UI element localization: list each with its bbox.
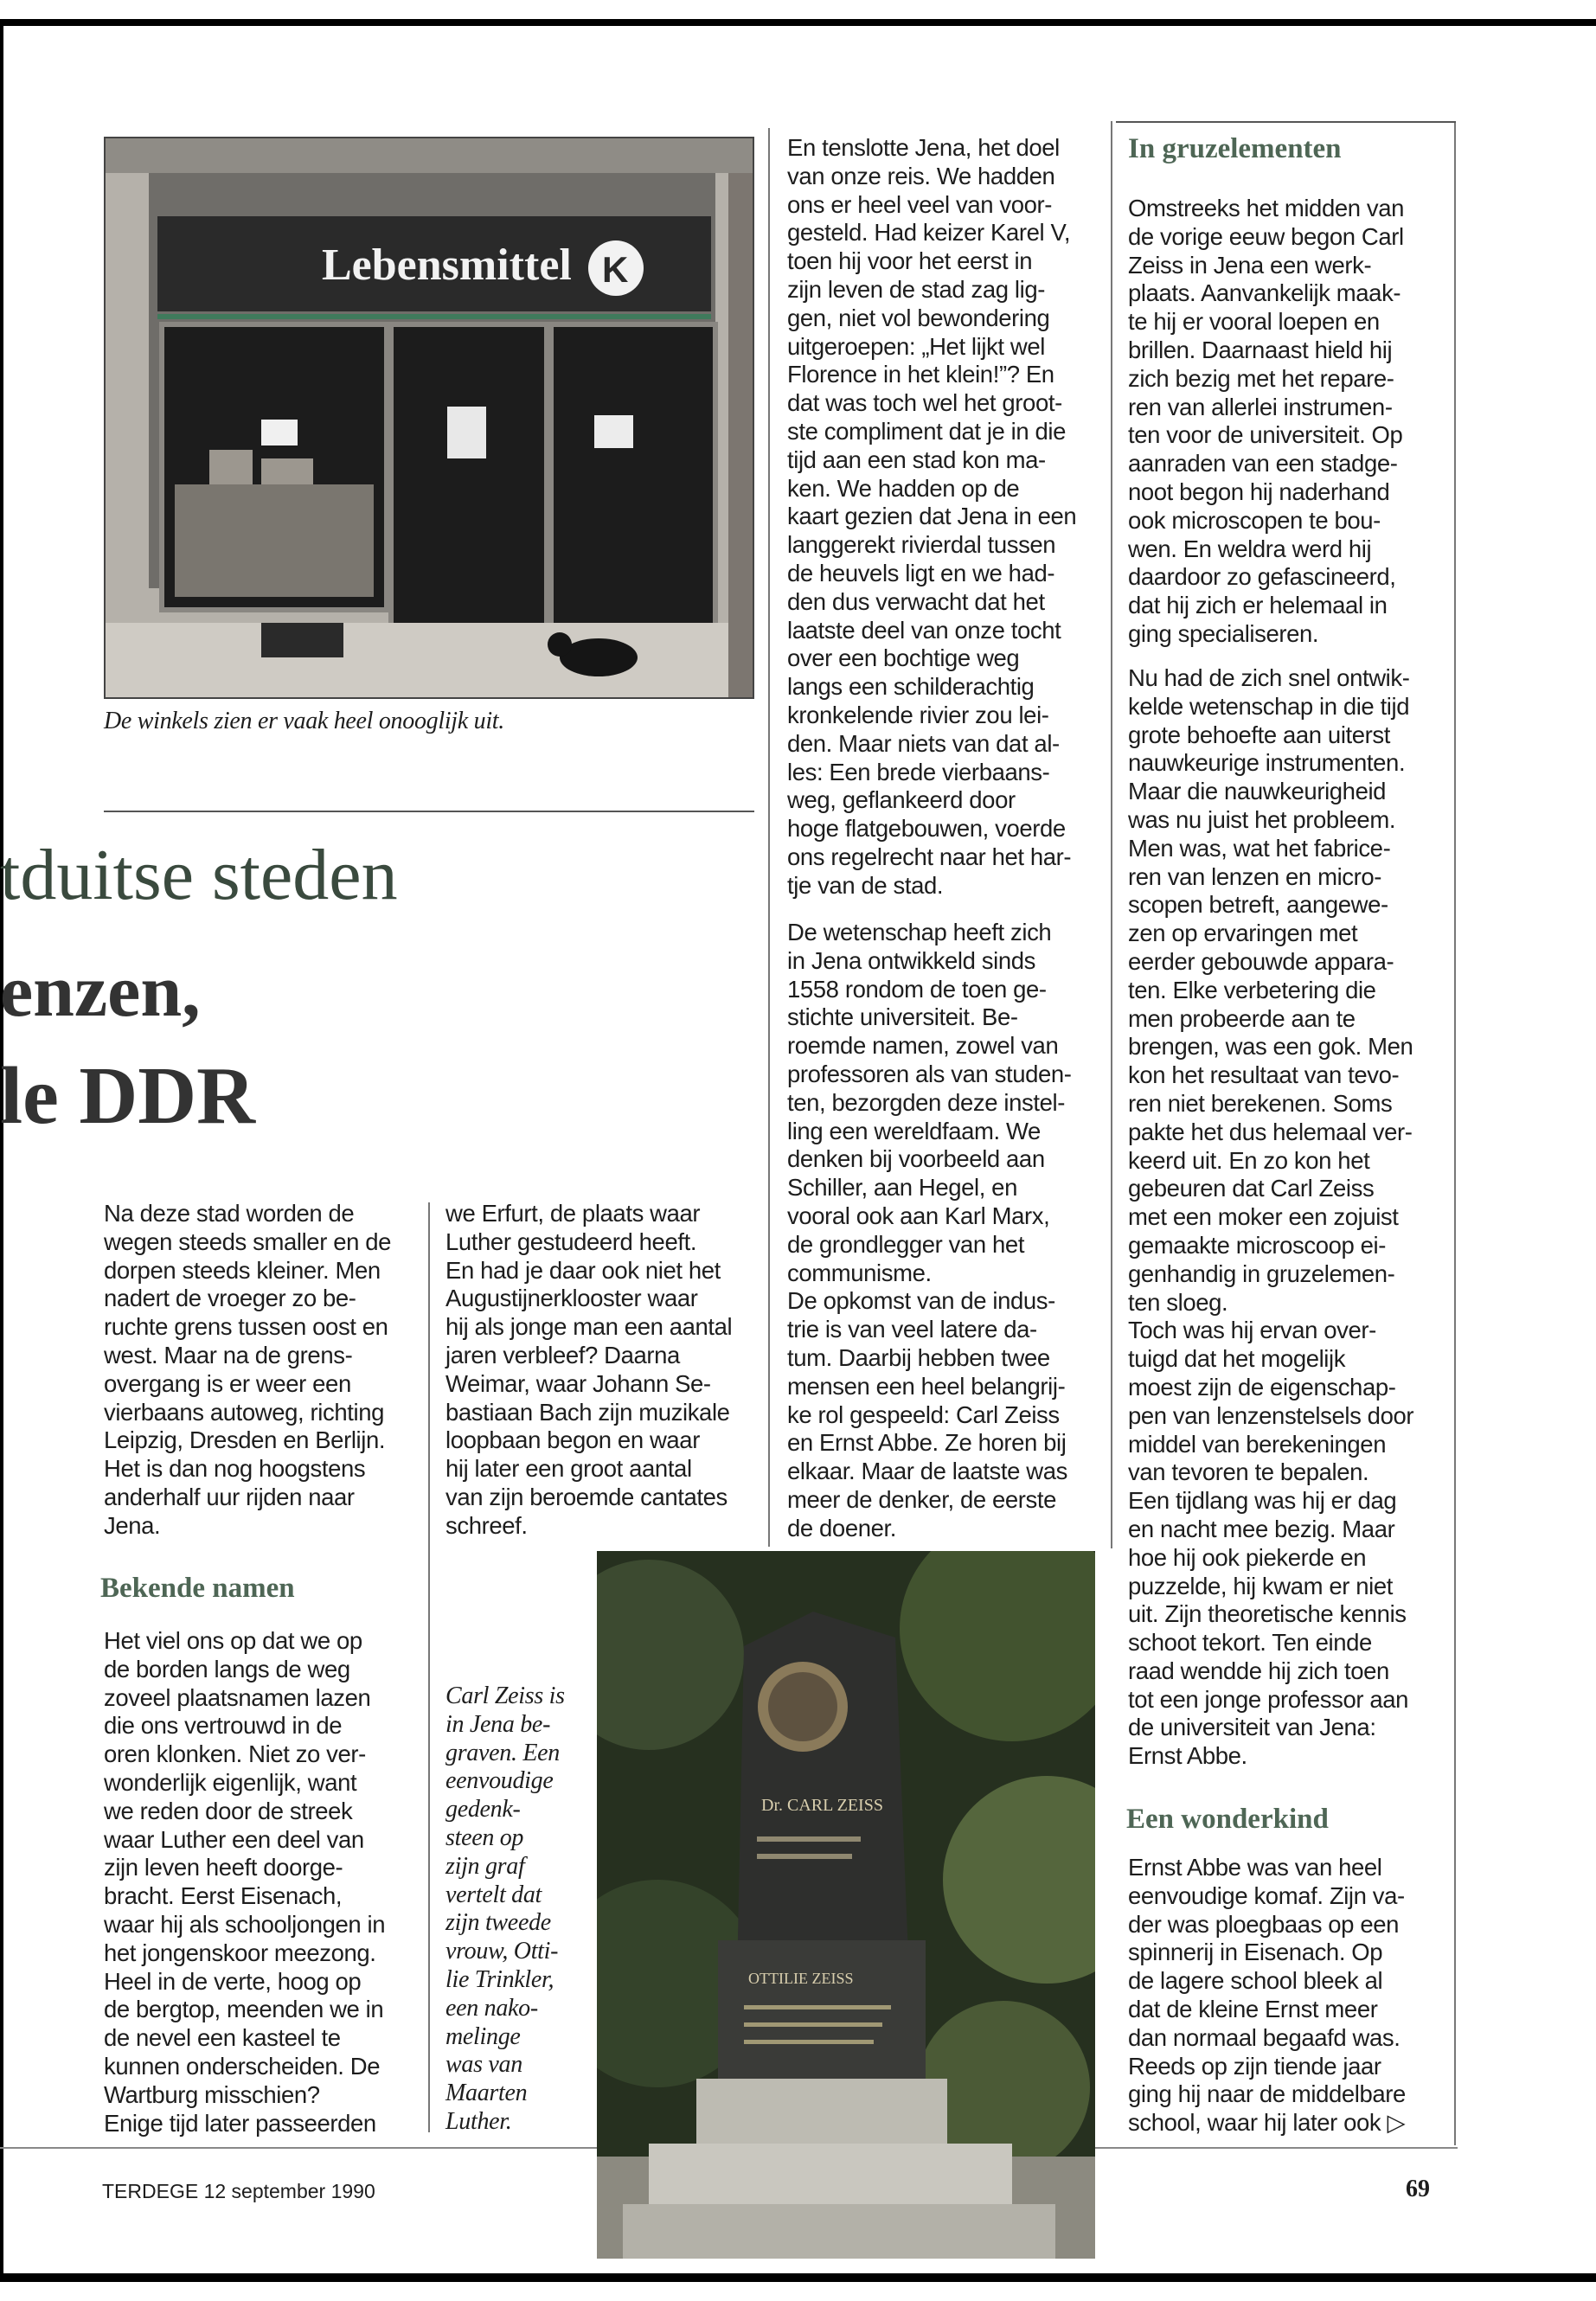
footer-publication: TERDEGE 12 september 1990 <box>102 2180 375 2202</box>
grave-photo <box>597 1551 1095 2259</box>
headline-rule <box>104 811 754 812</box>
column-rule <box>1111 121 1112 1548</box>
headline-line-2: enzen, <box>0 949 201 1032</box>
headline-line-3: le DDR <box>0 1051 255 1141</box>
column-top-rule <box>1116 121 1456 123</box>
headline-line-1: tduitse steden <box>0 835 398 915</box>
col4-paragraph-2: Nu had de zich snel ontwik- kelde wetenschap in die tijd grote behoefte aan uiterst nauwkeurige instrumenten. Maar die nauwkeurigheid was nu juist het probleem. Men was, wat het fabrice- ren van lenzen en micro- scopen betreft, aangewe- zen op ervaringen met eerder gebouwde appara- ten. Elke verbetering die men probeerde aan te brengen, was een gok. Men kon het resultaat van tevo- ren niet berekenen. Soms pakte het dus helemaal ver- keerd uit. En zo kon het gebeuren dat Carl Zeiss met een moker een zojuist gemaakte microscoop ei- genhandig in gruzelemen- ten sloeg. Toch was hij ervan over- tuigd dat het mogelijk moest zijn de eigenschap- pen van lenzenstelsels door middel van berekeningen van tevoren te bepalen. Een tijdlang was hij er dag en nacht mee bezig. Maar hoe hij ook piekerde en puzzelde, hij kwam er niet uit. Zijn theoretische kennis schoot tekort. Ten einde raad wendde hij zich toen tot een jonge professor aan de universiteit van Jena: Ernst Abbe. <box>1128 664 1414 1770</box>
page-border-left <box>0 19 3 2282</box>
page-border-top <box>0 19 1596 26</box>
col3-paragraph-1: En tenslotte Jena, het doel van onze reis. We hadden ons er heel veel van voor- gesteld. Had keizer Karel V, toen hij voor het eerst in zijn leven de stad zag lig- gen, niet vol bewondering uitgeroepen: „Het lijkt wel Florence in het klein!”? En dat was toch wel het groot- ste compliment dat je in die tijd aan een stad kon ma- ken. We hadden op de kaart gezien dat Jena in een langgerekt rivierdal tussen de heuvels ligt en we had- den dus verwacht dat het laatste deel van onze tocht over een bochtige weg langs een schilderachtig kronkelende rivier zou lei- den. Maar niets van dat al- les: Een brede vierbaans- weg, geflankeerd door hoge flatgebouwen, voerde ons regelrecht naar het har- tje van de stad. <box>787 134 1077 899</box>
grave-plaque-name-2: OTTILIE ZEISS <box>748 1970 854 1987</box>
col3-paragraph-2: De wetenschap heeft zich in Jena ontwikkeld sinds 1558 rondom de toen ge- stichte universiteit. Be- roemde namen, zowel van professoren als van studen- ten, bezorgden deze instel- ling een wereldfaam. We denken bij voorbeeld aan Schiller, aan Hegel, en vooral ook aan Karl Marx, de grondlegger van het communisme. De opkomst van de indus- trie is van veel latere da- tum. Daarbij hebben twee mensen een heel belangrij- ke rol gespeeld: Carl Zeiss en Ernst Abbe. Ze horen bij elkaar. Maar de laatste was meer de denker, de eerste de doener. <box>787 919 1072 1541</box>
col1-paragraph-2: Het viel ons op dat we op de borden langs de weg zoveel plaatsnamen lazen die ons vertrouwd in de oren klonken. Niet zo ver- wonderlijk eigenlijk, want we reden door de streek waar Luther een deel van zijn leven heeft doorge- bracht. Eerst Eisenach, waar hij als schooljongen in het jongenskoor meezong. Heel in de verte, hoog op de bergtop, meenden we in de nevel een kasteel te kunnen onderscheiden. De Wartburg misschien? Enige tijd later passeerden <box>104 1627 386 2137</box>
grave-plaque-name: Dr. CARL ZEISS <box>761 1796 883 1815</box>
page-number: 69 <box>1406 2176 1430 2202</box>
page-border-bottom <box>0 2273 1596 2282</box>
col2-paragraph-1: we Erfurt, de plaats waar Luther gestudeerd heeft. En had je daar ook niet het Augustijnerklooster waar hij als jonge man een aantal jaren verbleef? Daarna Weimar, waar Johann Se- bastiaan Bach zijn muzikale loopbaan begon en waar hij later een groot aantal van zijn beroemde cantates schreef. <box>445 1200 733 1539</box>
col1-paragraph-1: Na deze stad worden de wegen steeds smaller en de dorpen steeds kleiner. Men nadert de vroeger zo be- ruchte grens tussen oost en west. Maar na de grens- overgang is er weer een vierbaans autoweg, richting Leipzig, Dresden en Berlijn. Het is dan nog hoogstens anderhalf uur rijden naar Jena. <box>104 1200 392 1539</box>
subhead-een-wonderkind: Een wonderkind <box>1126 1804 1329 1835</box>
col4-paragraph-3: Ernst Abbe was van heel eenvoudige komaf. Zijn va- der was ploegbaas op een spinnerij in Eisenach. Op de lagere school bleek al dat de kleine Ernst meer dan normaal begaafd was. Reeds op zijn tiende jaar ging hij naar de middelbare school, waar hij later ook ▷ <box>1128 1854 1406 2137</box>
subhead-in-gruzelementen: In gruzelementen <box>1128 133 1342 164</box>
svg-text:K: K <box>602 249 629 290</box>
column-rule <box>428 1202 430 2132</box>
shop-sign-text: Lebensmittel <box>322 240 572 290</box>
shop-photo <box>104 137 754 699</box>
grave-photo-caption: Carl Zeiss is in Jena be- graven. Een eenvoudige gedenk- steen op zijn graf vertelt dat zijn tweede vrouw, Otti- lie Trinkler, een nako- melinge was van Maarten Luther. <box>445 1682 565 2135</box>
shop-photo-caption: De winkels zien er vaak heel onooglijk uit. <box>104 708 504 734</box>
subhead-bekende-namen: Bekende namen <box>100 1573 295 1604</box>
column-rule <box>768 128 770 1547</box>
col4-paragraph-1: Omstreeks het midden van de vorige eeuw begon Carl Zeiss in Jena een werk- plaats. Aanvankelijk maak- te hij er vooral loepen en brillen. Daarnaast hield hij zich bezig met het repare- ren van allerlei instrumen- ten voor de universiteit. Op aanraden van een stadge- noot begon hij naderhand ook microscopen te bou- wen. En weldra werd hij daardoor zo gefascineerd, dat hij zich er helemaal in ging specialiseren. <box>1128 195 1405 647</box>
column-rule <box>1454 121 1456 2145</box>
